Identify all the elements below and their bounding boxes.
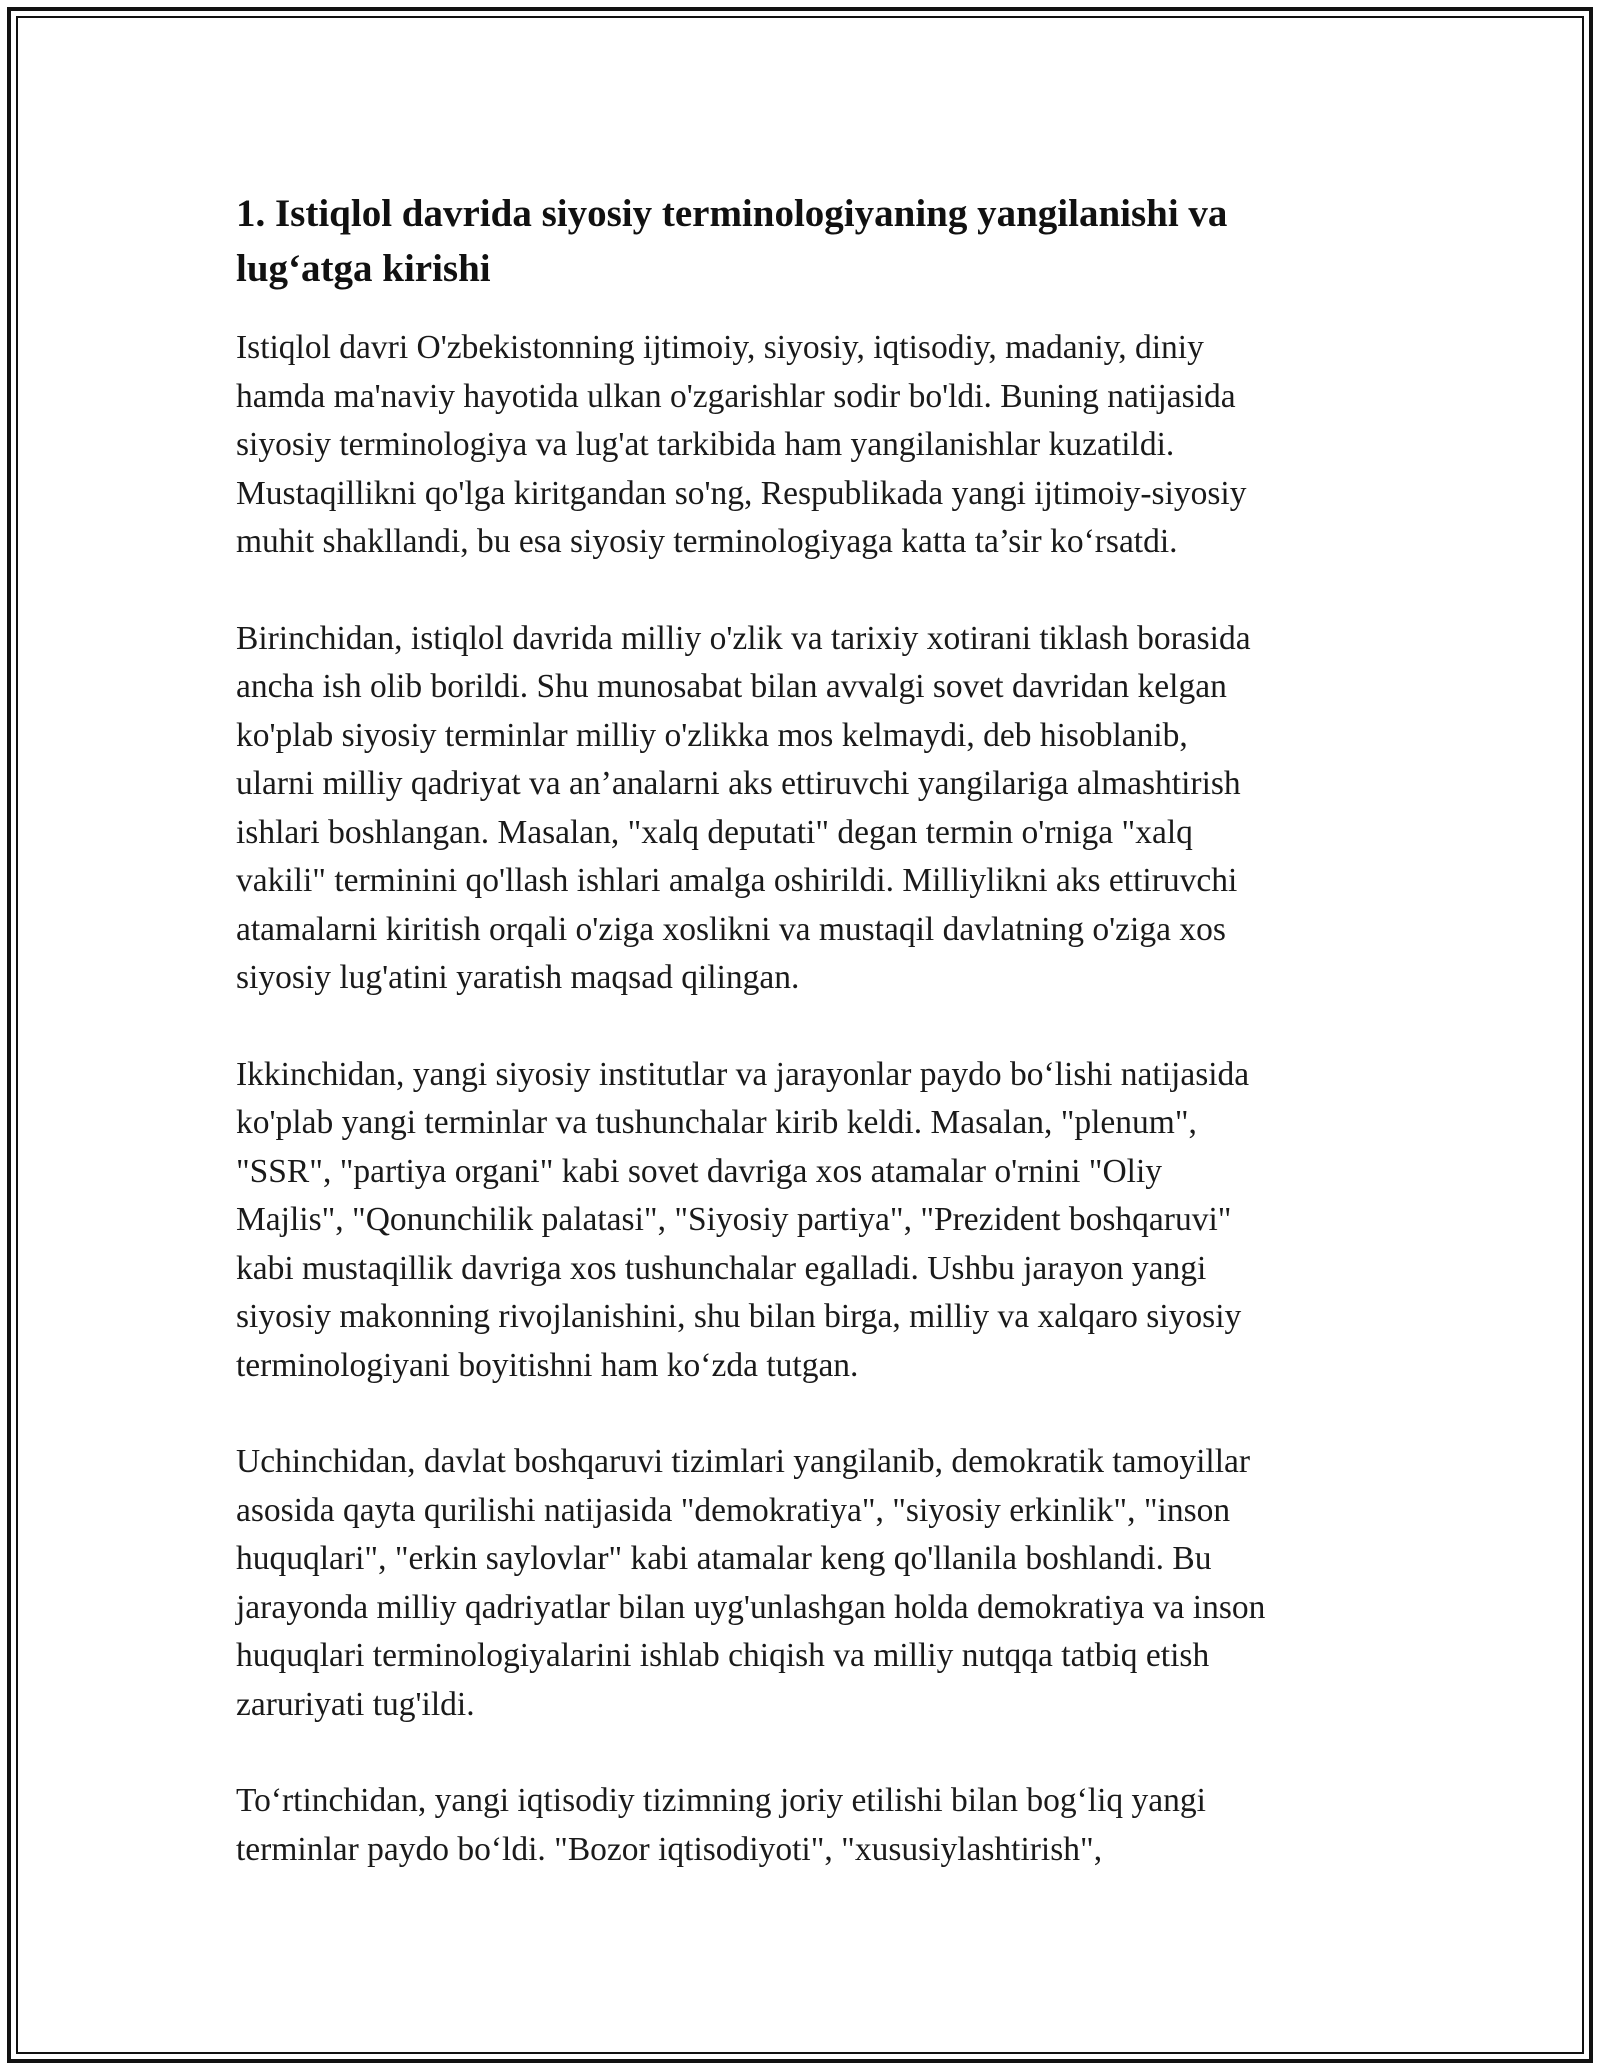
text-line: atamalarni kiritish orqali o'ziga xoslikni va mustaqil davlatning o'ziga xos [236, 910, 1226, 948]
text-line: terminologiyani boyitishni ham ko‘zda tutgan. [236, 1346, 859, 1384]
paragraph-intro [236, 324, 1376, 567]
text-line: siyosiy terminologiya va lug'at tarkibida ham yangilanishlar kuzatildi. [236, 426, 1175, 463]
paragraph-third-point [236, 1438, 1376, 1729]
text-line: To‘rtinchidan, yangi iqtisodiy tizimning joriy etilishi bilan bog‘liq yangi [236, 1782, 1206, 1819]
text-line: Mustaqillikni qo'lga kiritgandan so'ng, Respublikada yangi ijtimoiy-siyosiy [236, 474, 1247, 512]
text-line: ko'plab yangi terminlar va tushunchalar kirib keldi. Masalan, "plenum", [236, 1104, 1197, 1141]
text-line: ko'plab siyosiy terminlar milliy o'zlikka mos kelmaydi, deb hisoblanib, [236, 716, 1188, 754]
text-line: terminlar paydo bo‘ldi. "Bozor iqtisodiyoti", "xususiylashtirish", [236, 1830, 1103, 1868]
paragraph-fourth-point [236, 1777, 1376, 1874]
text-line: huquqlari", "erkin saylovlar" kabi atamalar keng qo'llanila boshlandi. Bu [236, 1540, 1212, 1577]
paragraph-first-point [236, 615, 1376, 1003]
text-line: kabi mustaqillik davriga xos tushunchalar egalladi. Ushbu jarayon yangi [236, 1249, 1207, 1287]
section-heading [236, 186, 1376, 296]
heading-line: 1. Istiqlol davrida siyosiy terminologiyaning yangilanishi va [236, 192, 1228, 235]
text-line: hamda ma'naviy hayotida ulkan o'zgarishlar sodir bo'ldi. Buning natijasida [236, 377, 1236, 415]
text-line: siyosiy makonning rivojlanishini, shu bilan birga, milliy va xalqaro siyosiy [236, 1298, 1242, 1335]
text-line: muhit shakllandi, bu esa siyosiy terminologiyaga katta ta’sir ko‘rsatdi. [236, 523, 1178, 560]
text-line: siyosiy lug'atini yaratish maqsad qilingan. [236, 959, 800, 996]
heading-line: lug‘atga kirishi [236, 247, 491, 290]
paragraph-second-point [236, 1051, 1376, 1391]
text-line: ancha ish olib borildi. Shu munosabat bilan avvalgi sovet davridan kelgan [236, 668, 1227, 705]
text-line: ishlari boshlangan. Masalan, "xalq deputati" degan termin o'rniga "xalq [236, 813, 1193, 851]
text-line: Majlis", "Qonunchilik palatasi", "Siyosiy partiya", "Prezident boshqaruvi" [236, 1201, 1232, 1238]
text-line: Birinchidan, istiqlol davrida milliy o'zlik va tarixiy xotirani tiklash borasida [236, 619, 1251, 657]
text-line: Uchinchidan, davlat boshqaruvi tizimlari yangilanib, demokratik tamoyillar [236, 1443, 1251, 1480]
text-line: asosida qayta qurilishi natijasida "demokratiya", "siyosiy erkinlik", "inson [236, 1491, 1231, 1529]
text-line: zaruriyati tug'ildi. [236, 1685, 475, 1723]
text-line: vakili" terminini qo'llash ishlari amalga oshirildi. Milliylikni aks ettiruvchi [236, 862, 1238, 899]
text-line: huquqlari terminologiyalarini ishlab chiqish va milliy nutqqa tatbiq etish [236, 1637, 1210, 1674]
document-body [236, 186, 1376, 1922]
text-line: Ikkinchidan, yangi siyosiy institutlar va jarayonlar paydo bo‘lishi natijasida [236, 1055, 1250, 1093]
text-line: jarayonda milliy qadriyatlar bilan uyg'unlashgan holda demokratiya va inson [236, 1588, 1266, 1626]
text-line: Istiqlol davri O'zbekistonning ijtimoiy, siyosiy, iqtisodiy, madaniy, diniy [236, 329, 1204, 366]
text-line: "SSR", "partiya organi" kabi sovet davriga xos atamalar o'rnini "Oliy [236, 1152, 1163, 1190]
text-line: ularni milliy qadriyat va an’analarni aks ettiruvchi yangilariga almashtirish [236, 765, 1241, 802]
